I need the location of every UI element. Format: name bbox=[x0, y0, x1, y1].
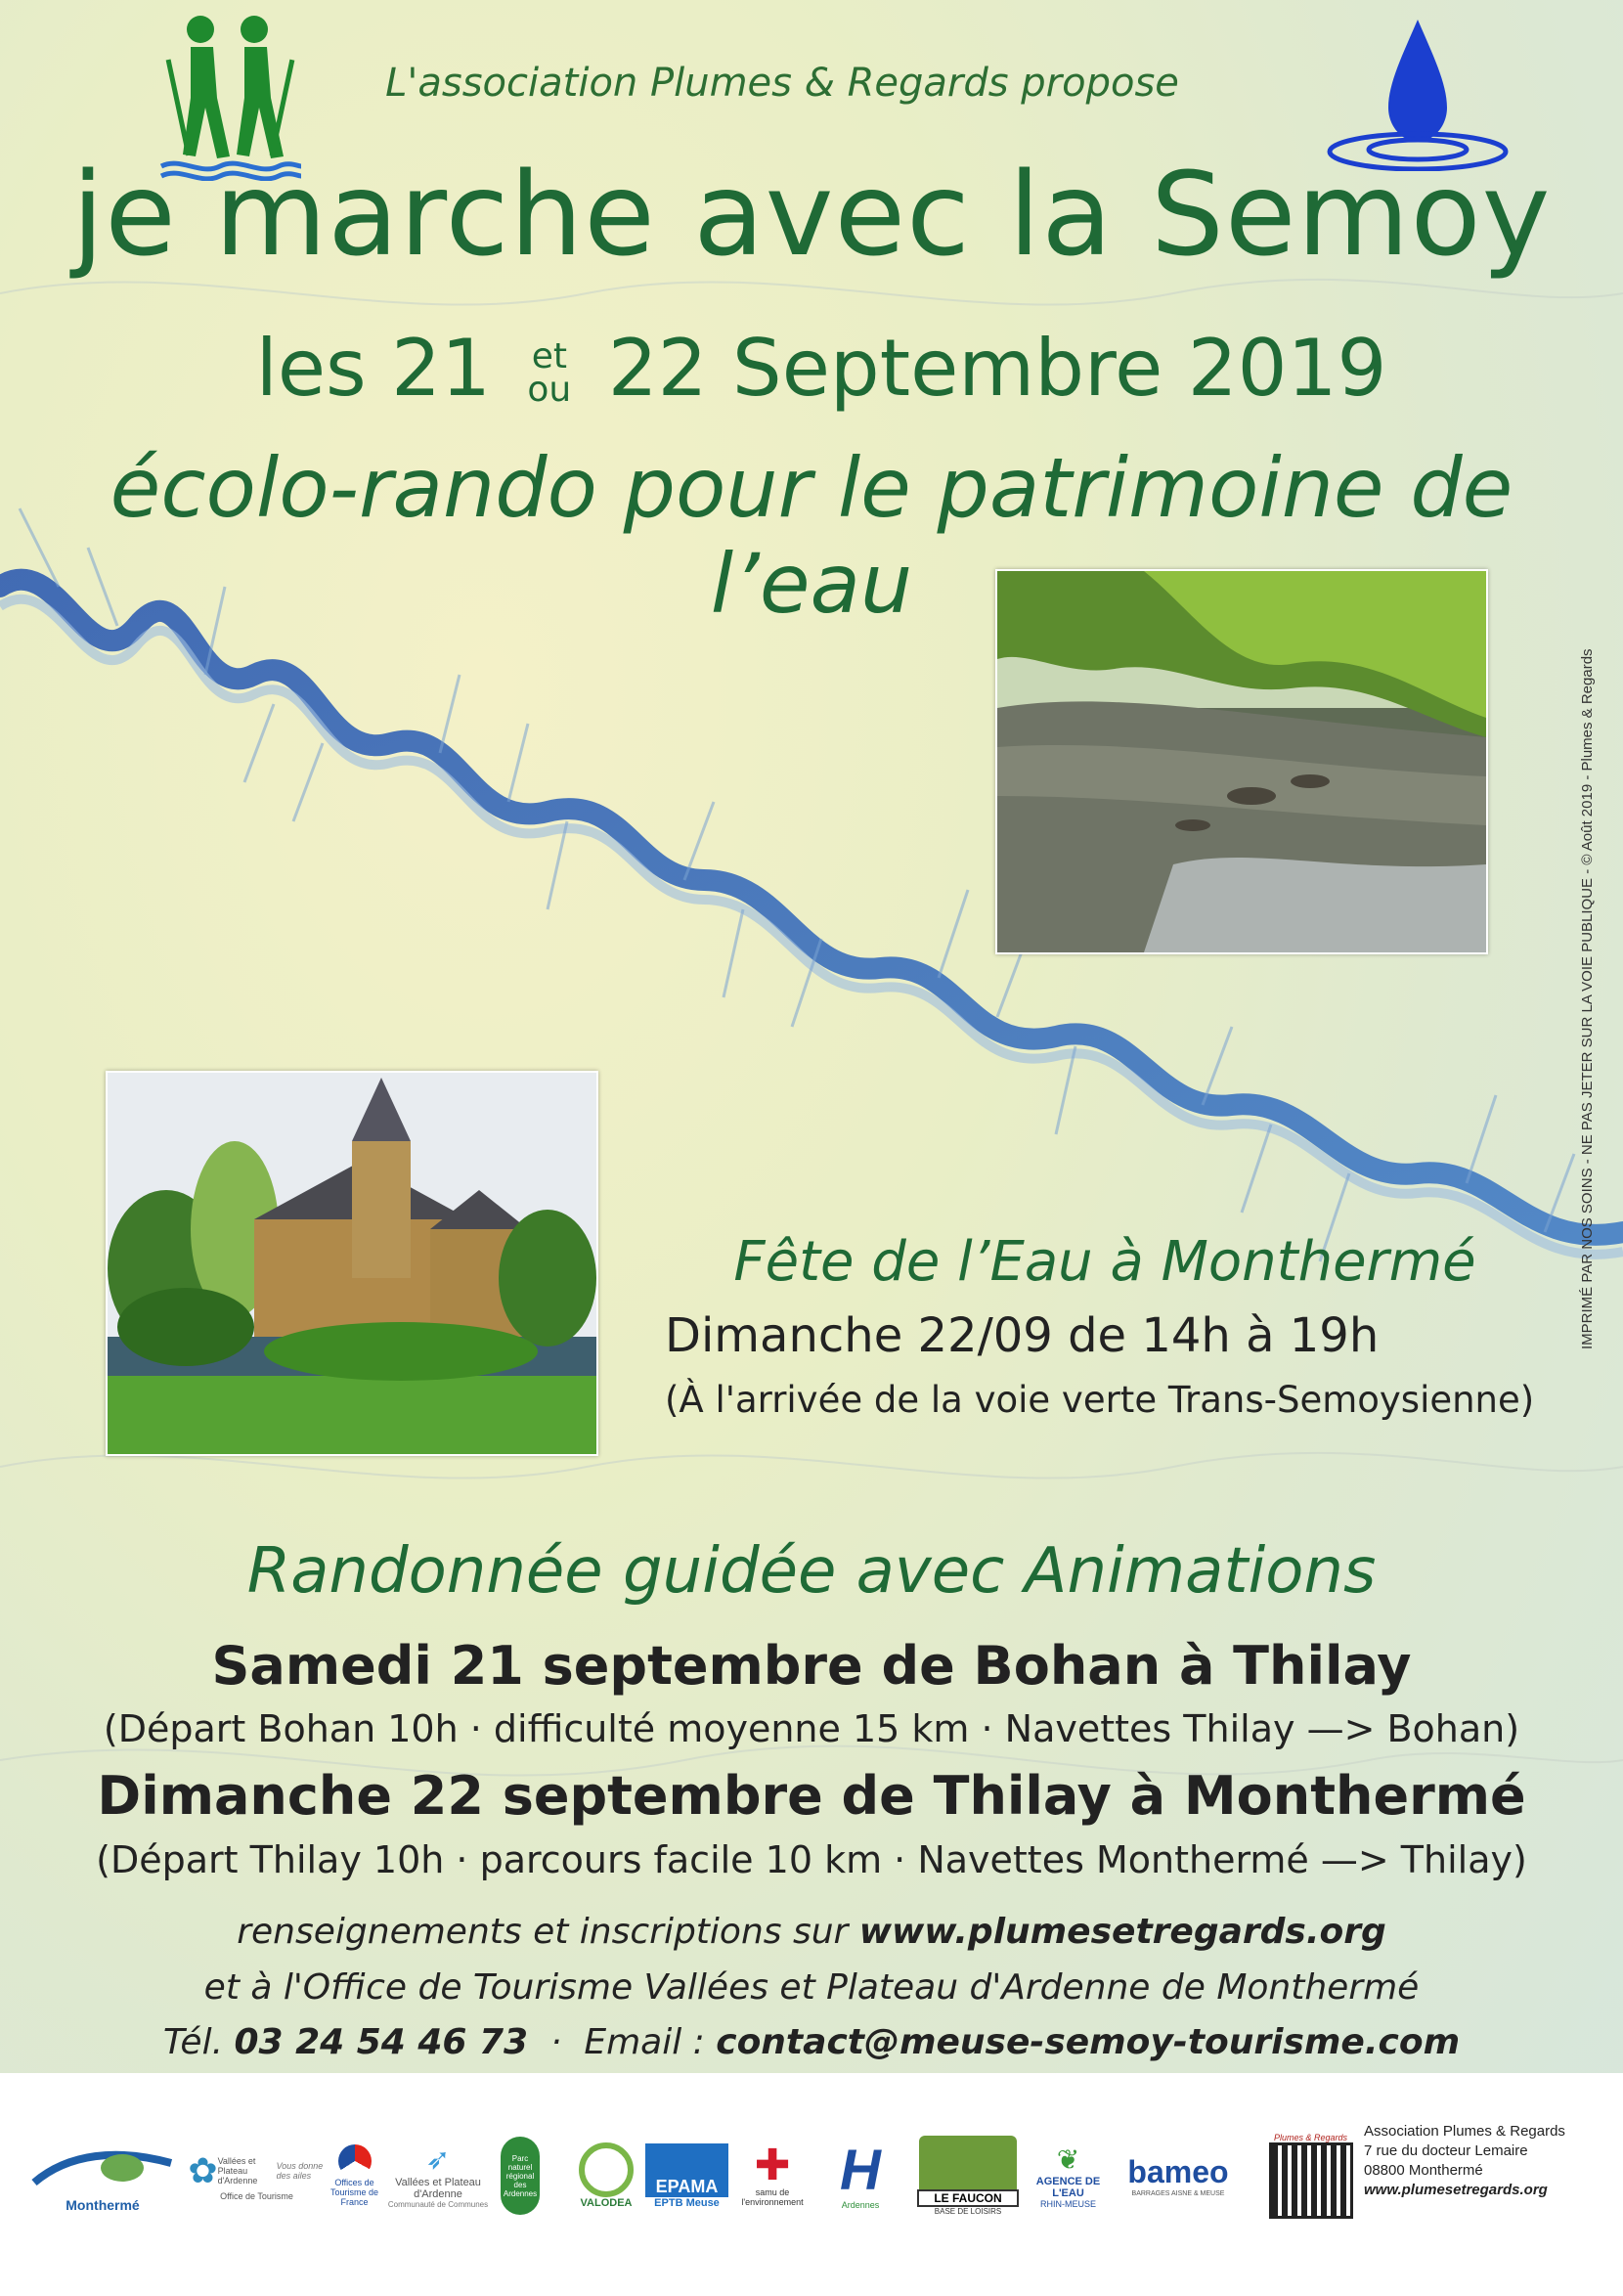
rando-title: Randonnée guidée avec Animations bbox=[246, 1535, 1377, 1608]
logo-sub: Communauté de Communes bbox=[387, 2200, 489, 2209]
faucon-icon bbox=[919, 2136, 1017, 2189]
butterfly-icon: ✿ bbox=[188, 2150, 218, 2190]
bird-icon: ➶ bbox=[425, 2143, 451, 2176]
rando-item-heading: Samedi 21 septembre de Bohan à Thilay bbox=[211, 1635, 1412, 1697]
logo-ot-vallees bbox=[181, 2122, 332, 2230]
ardennes-icon: H bbox=[840, 2139, 881, 2202]
logo-label: Offices de Tourisme de France bbox=[329, 2178, 379, 2207]
dates-start: les 21 bbox=[255, 323, 491, 414]
logo-sub: RHIN-MEUSE bbox=[1039, 2198, 1096, 2209]
rando-item-details: (Départ Thilay 10h · parcours facile 10 km · Navettes Monthermé —> Thilay) bbox=[96, 1838, 1527, 1881]
info-line-2: et à l'Office de Tourisme Vallées et Plateau d'Ardenne de Monthermé bbox=[203, 1967, 1420, 2008]
logo-label: Vallées et Plateau d'Ardenne bbox=[217, 2156, 258, 2186]
logo-bameo bbox=[1115, 2122, 1242, 2230]
info-text: renseignements et inscriptions sur bbox=[237, 1912, 859, 1952]
tel-label: Tél. bbox=[162, 2022, 235, 2062]
logo-label: LE FAUCON bbox=[917, 2189, 1019, 2207]
info-line-1 bbox=[39, 1912, 1584, 1952]
website-link[interactable]: www.plumesetregards.org bbox=[858, 1912, 1386, 1952]
logo-sub: EPTB Meuse bbox=[654, 2196, 720, 2209]
cross-icon: ✚ bbox=[754, 2141, 791, 2189]
logo-label: AGENCE DE L'EAU bbox=[1035, 2175, 1101, 2199]
dates-ou: ou bbox=[527, 370, 572, 411]
footer-address bbox=[1364, 2122, 1618, 2200]
fete-title: Fête de l’Eau à Monthermé bbox=[733, 1230, 1476, 1294]
logo-label: Ardennes bbox=[841, 2200, 880, 2210]
subtitle: écolo-rando pour le patrimoine de l’eau bbox=[110, 440, 1513, 632]
logo-label: VALODEA bbox=[580, 2197, 633, 2209]
logo-offices-tourisme bbox=[328, 2122, 381, 2230]
river-photo bbox=[995, 569, 1488, 954]
info-line-3 bbox=[39, 2022, 1584, 2062]
logo-agence-eau bbox=[1027, 2122, 1110, 2230]
logo-valodea bbox=[572, 2122, 640, 2230]
logo-label: Monthermé bbox=[66, 2197, 140, 2213]
address-line: 7 rue du docteur Lemaire bbox=[1364, 2142, 1528, 2159]
logo-label: EPAMA bbox=[645, 2143, 728, 2197]
offices-tourisme-icon bbox=[338, 2144, 372, 2178]
logo-epama bbox=[640, 2122, 733, 2230]
logo-pnr-ardennes bbox=[496, 2122, 545, 2230]
film-icon bbox=[1269, 2142, 1353, 2219]
logo-label: Plumes & Regards bbox=[1273, 2133, 1348, 2142]
dates-conjunction bbox=[527, 336, 572, 411]
logo-samu-env bbox=[738, 2122, 807, 2230]
logo-ardennes bbox=[816, 2122, 904, 2230]
logo-label: samu de l'environnement bbox=[741, 2187, 804, 2207]
montherme-logo-icon bbox=[29, 2139, 176, 2197]
valodea-icon bbox=[579, 2142, 634, 2197]
separator: · bbox=[528, 2022, 585, 2062]
association-line: L'association Plumes & Regards propose bbox=[385, 61, 1179, 106]
fete-date: Dimanche 22/09 de 14h à 19h bbox=[665, 1308, 1380, 1363]
bird-icon: ❦ bbox=[1056, 2143, 1080, 2175]
fete-note: (À l'arrivée de la voie verte Trans-Semoysienne) bbox=[665, 1379, 1535, 1421]
event-dates bbox=[235, 323, 1408, 414]
vertical-note: IMPRIMÉ PAR NOS SOINS - NE PAS JETER SUR LA VOIE PUBLIQUE - © Août 2019 - Plumes & Regards bbox=[1579, 648, 1596, 1349]
logo-sub: BARRAGES AISNE & MEUSE bbox=[1131, 2190, 1225, 2197]
dates-et: et bbox=[531, 336, 567, 377]
address-line: Association Plumes & Regards bbox=[1364, 2123, 1565, 2140]
logo-le-faucon bbox=[914, 2122, 1022, 2230]
rando-item-details: (Départ Bohan 10h · difficulté moyenne 15 km · Navettes Thilay —> Bohan) bbox=[103, 1707, 1520, 1750]
logo-label: Vallées et Plateau d'Ardenne bbox=[395, 2177, 481, 2200]
address-line: 08800 Monthermé bbox=[1364, 2162, 1483, 2179]
dates-end: 22 Septembre 2019 bbox=[607, 323, 1387, 414]
montherme-photo bbox=[106, 1071, 598, 1456]
website-link[interactable]: www.plumesetregards.org bbox=[1364, 2182, 1548, 2198]
rando-item-heading: Dimanche 22 septembre de Thilay à Monthermé bbox=[97, 1765, 1526, 1827]
logo-label: bameo bbox=[1127, 2154, 1229, 2189]
page-title: je marche avec la Semoy bbox=[71, 147, 1552, 282]
email-link[interactable]: contact@meuse-semoy-tourisme.com bbox=[716, 2022, 1461, 2062]
logo-montherme bbox=[20, 2122, 186, 2230]
logo-sub: Office de Tourisme bbox=[220, 2191, 293, 2201]
logo-sub: BASE DE LOISIRS bbox=[934, 2207, 1002, 2216]
logo-extra: Vous donne des ailes bbox=[276, 2161, 324, 2181]
logo-plumes-regards bbox=[1269, 2122, 1352, 2230]
email-label: Email : bbox=[584, 2022, 717, 2062]
logo-cc-vallees bbox=[384, 2122, 492, 2230]
phone-number[interactable]: 03 24 54 46 73 bbox=[234, 2022, 529, 2062]
logo-label: Parc naturel régional des Ardennes bbox=[501, 2137, 540, 2215]
